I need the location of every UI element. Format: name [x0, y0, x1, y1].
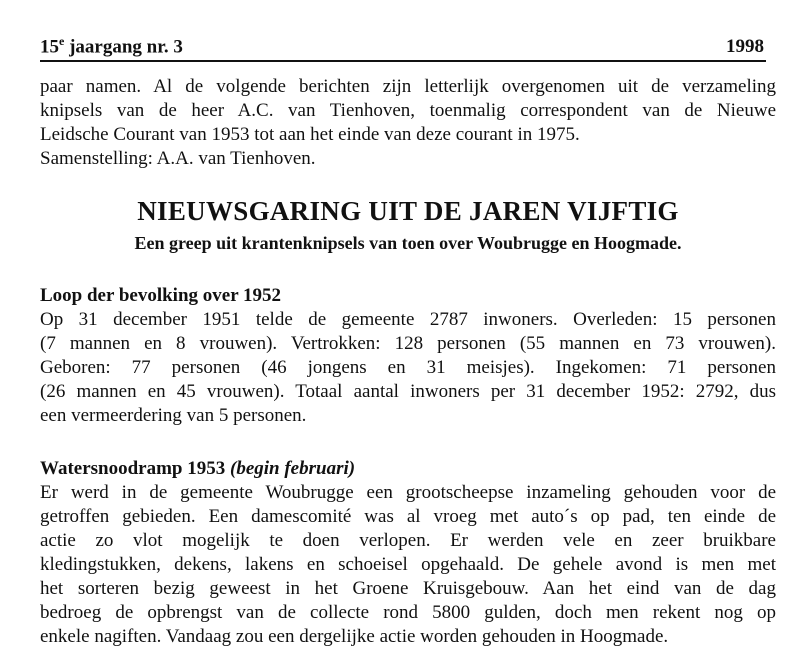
- section-line: Geboren: 77 personen (46 jongens en 31 meisjes). Ingekomen: 71 personen: [40, 357, 776, 378]
- section-line: actie zo vlot mogelijk te doen verlopen. Er werden vele en zeer bruikbare: [40, 530, 776, 551]
- section-line: (26 mannen en 45 vrouwen). Totaal aantal inwoners per 31 december 1952: 2792, dus: [40, 381, 776, 402]
- section-heading-note: (begin februari): [230, 458, 356, 479]
- section-line: Er werd in de gemeente Woubrugge een grootscheepse inzameling gehouden voor de: [40, 482, 776, 503]
- section-line: bedroeg de opbrengst van de collecte rond 5800 gulden, doch men rekent nog op: [40, 602, 776, 623]
- section-line: Op 31 december 1951 telde de gemeente 2787 inwoners. Overleden: 15 personen: [40, 309, 776, 330]
- volume-label: 15e jaargang nr. 3: [40, 34, 183, 58]
- intro-line: knipsels van de heer A.C. van Tienhoven, toenmalig correspondent van de Nieuwe: [40, 100, 776, 121]
- section-flood-disaster: [40, 457, 776, 649]
- section-line: (7 mannen en 8 vrouwen). Vertrokken: 128 personen (55 mannen en 73 vrouwen).: [40, 333, 776, 354]
- section-line: het sorteren bezig geweest in het Groene Kruisgebouw. Aan het eind van de dag: [40, 578, 776, 599]
- article-subtitle: Een greep uit krantenknipsels van toen over Woubrugge en Hoogmade.: [134, 233, 682, 253]
- page-header: [40, 30, 764, 58]
- section-line: kledingstukken, dekens, lakens en schoeisel opgehaald. De gehele avond is men met: [40, 554, 776, 575]
- year-label: 1998: [726, 36, 764, 58]
- section-line: getroffen gebieden. Een damescomité was al vroeg met auto´s op pad, ten einde de: [40, 506, 776, 527]
- intro-paragraph: [40, 75, 776, 171]
- section-heading: Watersnoodramp 1953 (begin februari): [40, 458, 356, 479]
- header-rule: [40, 60, 766, 62]
- intro-line: Leidsche Courant van 1953 tot aan het einde van deze courant in 1975.: [40, 124, 580, 145]
- section-heading: Loop der bevolking over 1952: [40, 285, 282, 306]
- intro-line: Samenstelling: A.A. van Tienhoven.: [40, 148, 316, 169]
- section-population: [40, 284, 776, 428]
- article-title: NIEUWSGARING UIT DE JAREN VIJFTIG: [137, 196, 679, 226]
- section-line: enkele nagiften. Vandaag zou een dergelijke actie worden gehouden in Hoogmade.: [40, 626, 669, 647]
- intro-line: paar namen. Al de volgende berichten zijn letterlijk overgenomen uit de verzameling: [40, 76, 776, 97]
- section-line: een vermeerdering van 5 personen.: [40, 405, 307, 426]
